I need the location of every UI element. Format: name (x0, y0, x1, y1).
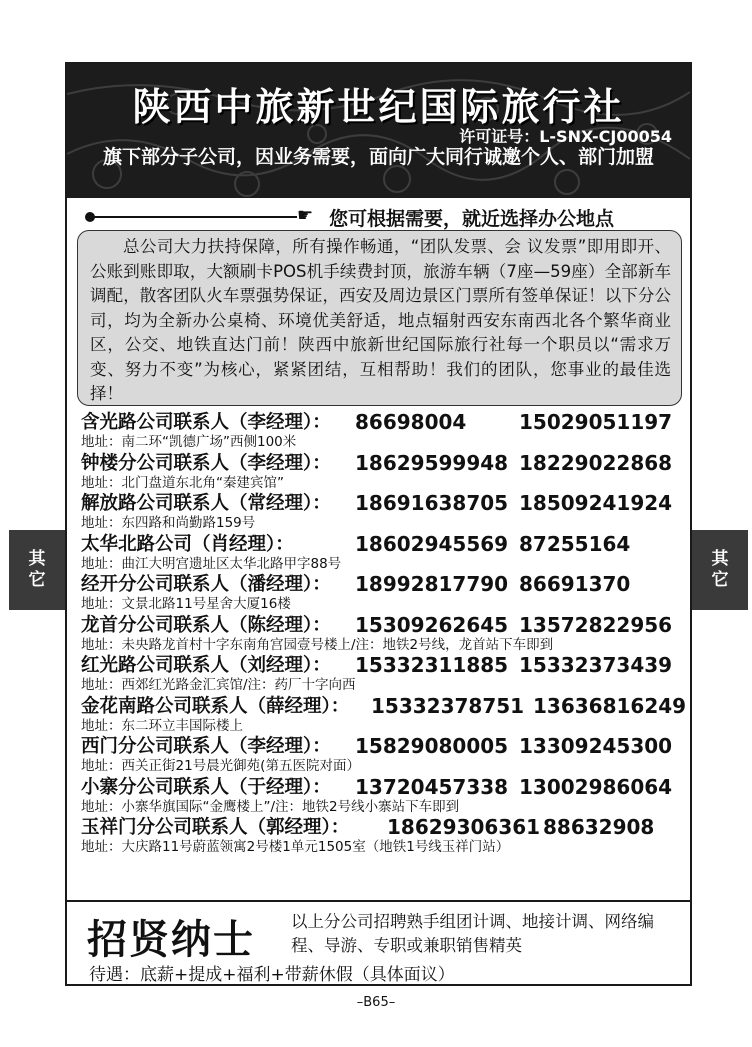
branch-contact: 金花南路公司联系人（薛经理）： (81, 695, 350, 717)
branch-phone-1: 15309262645 (355, 612, 509, 637)
branch-item (81, 451, 681, 492)
branch-item (81, 775, 681, 816)
branch-address: 地址：文景北路11号星舍大厦16楼 (81, 596, 291, 612)
branch-address: 地址：东二环立丰国际楼上 (81, 717, 243, 734)
side-tab-label: 其它 (28, 549, 46, 590)
header-slogan: 旗下部分子公司，因业务需要，面向广大同行诚邀个人、部门加盟 (102, 146, 654, 168)
intro-box (77, 230, 682, 406)
branch-address: 地址：大庆路11号蔚蓝领寓2号楼1单元1505室（地铁1号线玉祥门站） (81, 839, 510, 855)
recruitment-description: 以上分公司招聘熟手组团计调、地接计调、网络编程、导游、专职或兼职销售精英 (291, 912, 654, 955)
branch-contact: 解放路公司联系人（常经理）： (81, 493, 331, 514)
branch-phone-1: 18629599948 (355, 450, 509, 475)
branch-address: 地址：西郊红光路金汇宾馆/注：药厂十字向西 (81, 677, 356, 693)
subheading-text: 您可根据需要，就近选择办公地点 (329, 208, 615, 230)
branch-contact: 玉祥门分公司联系人（郭经理）： (81, 817, 350, 838)
page-number: –B65– (356, 995, 396, 1010)
branch-address: 地址：西关正街21号晨光御苑(第五医院对面） (81, 758, 360, 774)
branch-phone-2: 13636816249 (533, 693, 687, 718)
branch-contact: 经开分公司联系人（潘经理）： (81, 574, 331, 595)
recruitment-section (67, 900, 690, 988)
branch-phone-2: 13002986064 (519, 774, 673, 799)
branch-phone-2: 86691370 (519, 572, 631, 596)
branch-contact: 小寨分公司联系人（于经理）： (81, 776, 331, 798)
branch-address: 地址：小寨华旗国际“金鹰楼上”/注：地铁2号线小寨站下车即到 (81, 798, 460, 815)
branch-item (81, 815, 681, 856)
ad-frame (65, 62, 692, 986)
branch-phone-1: 15332378751 (371, 693, 525, 718)
branch-phone-1: 86698004 (355, 410, 467, 434)
branch-phone-2: 88632908 (543, 815, 655, 839)
branch-phone-1: 15829080005 (355, 734, 509, 758)
branch-item (81, 491, 681, 532)
branch-phone-1: 13720457338 (355, 774, 509, 799)
branch-phone-2: 18229022868 (519, 450, 673, 475)
side-tab-label: 其它 (711, 549, 729, 590)
branch-phone-1: 18629306361 (387, 815, 541, 839)
branch-contact: 龙首分公司联系人（陈经理）： (81, 614, 331, 636)
branch-phone-2: 13309245300 (519, 734, 673, 758)
intro-text: 总公司大力扶持保障，所有操作畅通，“团队发票、会 议发票”即用即开、公账到账即取，大额刷卡POS机手续费封顶，旅游车辆（7座—59座）全部新车调配，散客团队火车票强势保证，西安及周边景区门票所有签单保证！以下分公司，均为全新办公桌椅、环境优美舒适，地点辐射西安东南西北各个繁华商业区，公交、地铁直达门前！陕西中旅新世纪国际旅行社每一个职员以“需求万变、努力不变”为核心，紧紧团结，互相帮助！我们的团队，您事业的最佳选择！ (90, 237, 671, 403)
branch-address: 地址：北门盘道东北角“秦建宾馆” (81, 474, 284, 491)
divider-line (89, 216, 297, 218)
recruitment-benefits: 待遇：底薪+提成+福利+带薪休假（具体面议） (89, 965, 455, 985)
branch-item (81, 653, 681, 694)
branch-address: 地址：曲江大明宫遗址区太华北路甲字88号 (81, 555, 342, 572)
branch-address: 地址：未央路龙首村十字东南角宫园壹号楼上/注：地铁2号线，龙首站下车即到 (81, 636, 554, 653)
branch-item (81, 693, 687, 735)
subheading-row (79, 204, 679, 230)
branch-contact: 红光路公司联系人（刘经理）： (81, 655, 331, 676)
side-tab-right (692, 530, 748, 610)
branch-phone-2: 15029051197 (519, 410, 673, 434)
branch-item (81, 532, 681, 573)
branch-phone-2: 15332373439 (519, 653, 673, 677)
branch-contact: 含光路公司联系人（李经理）： (81, 412, 331, 433)
branch-item (81, 410, 681, 451)
branch-phone-1: 18992817790 (355, 572, 509, 596)
branch-contact: 太华北路公司（肖经理）： (81, 533, 294, 555)
license-number: 许可证号：L-SNX-CJ00054 (459, 127, 672, 146)
recruitment-title: 招贤纳士 (87, 917, 255, 963)
side-tab-left (9, 530, 65, 610)
branch-contact: 西门分公司联系人（李经理）： (81, 736, 331, 757)
branch-contact: 钟楼分公司联系人（李经理）： (81, 452, 331, 474)
branch-item (81, 572, 681, 613)
agency-title: 陕西中旅新世纪国际旅行社 (132, 85, 625, 129)
branch-phone-1: 18691638705 (355, 491, 509, 515)
branch-address: 地址：南二环“凯德广场”西侧100米 (81, 434, 297, 450)
pointing-hand-icon: ☛ (297, 205, 314, 226)
branch-phone-1: 18602945569 (355, 531, 509, 556)
branch-phone-1: 15332311885 (355, 653, 509, 677)
branch-item (81, 734, 681, 775)
branch-list (81, 410, 687, 856)
branch-phone-2: 18509241924 (519, 491, 673, 515)
branch-phone-2: 13572822956 (519, 612, 673, 637)
branch-address: 地址：东四路和尚勤路159号 (81, 515, 256, 531)
branch-item (81, 613, 681, 654)
header-banner (67, 64, 690, 198)
branch-phone-2: 87255164 (519, 531, 631, 556)
